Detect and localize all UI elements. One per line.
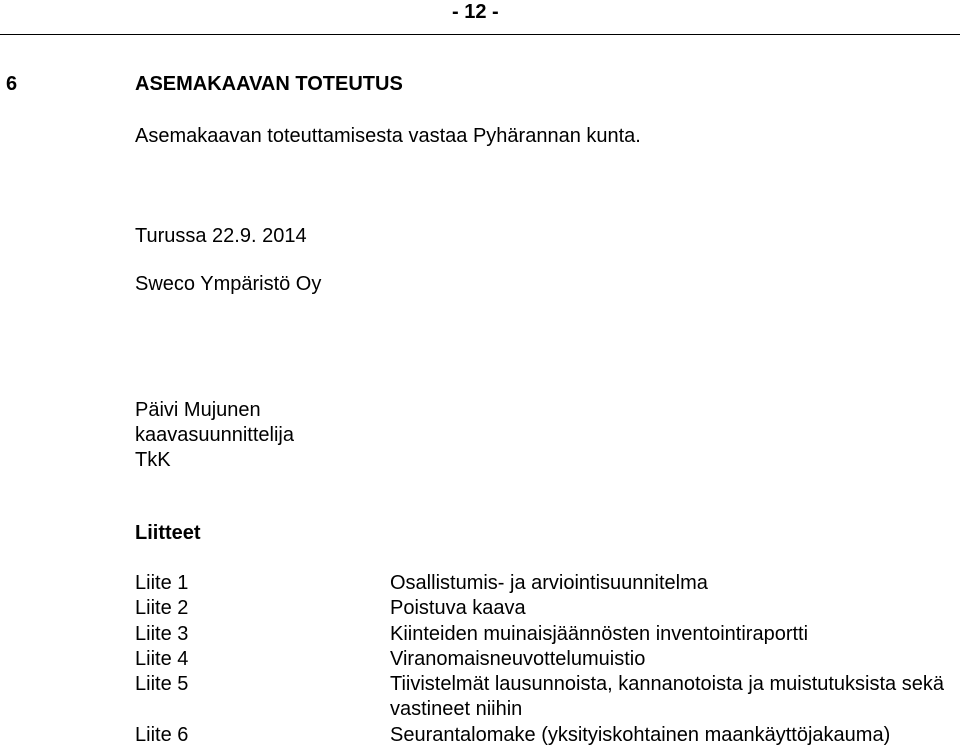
appendix-item (135, 622, 955, 647)
header-divider (0, 34, 960, 35)
signature-role: kaavasuunnittelija (135, 424, 294, 446)
signature-degree: TkK (135, 449, 171, 471)
appendix-description: Poistuva kaava (390, 597, 526, 620)
appendix-label: Liite 2 (135, 597, 189, 620)
appendix-item (135, 647, 955, 672)
appendix-label: Liite 4 (135, 647, 189, 670)
appendices-heading: Liitteet (135, 522, 201, 544)
signature-place-date: Turussa 22.9. 2014 (135, 225, 307, 247)
appendix-item (135, 571, 955, 596)
appendix-label: Liite 3 (135, 622, 189, 645)
signature-name: Päivi Mujunen (135, 399, 261, 421)
appendix-label: Liite 1 (135, 572, 189, 594)
signature-company: Sweco Ympäristö Oy (135, 273, 322, 295)
appendix-label: Liite 6 (135, 723, 189, 746)
appendix-label: Liite 5 (135, 673, 189, 696)
appendix-description: Kiinteiden muinaisjäännösten inventointiraportti (390, 622, 809, 645)
appendix-item (135, 672, 955, 723)
page-number: - 12 - (452, 1, 499, 23)
section-body: Asemakaavan toteuttamisesta vastaa Pyhärannan kunta. (135, 125, 641, 147)
appendix-description: Tiivistelmät lausunnoista, kannanotoista ja muistutuksista sekä vastineet niihin (390, 673, 944, 721)
appendix-description: Seurantalomake (yksityiskohtainen maankäyttöjakauma) (390, 723, 891, 746)
appendix-description: Viranomaisneuvottelumuistio (390, 647, 646, 670)
appendix-item (135, 596, 955, 621)
appendix-list (135, 571, 955, 748)
section-number: 6 (6, 73, 18, 95)
appendix-description: Osallistumis- ja arviointisuunnitelma (390, 572, 708, 594)
section-title: ASEMAKAAVAN TOTEUTUS (135, 73, 403, 95)
appendix-item (135, 723, 955, 748)
